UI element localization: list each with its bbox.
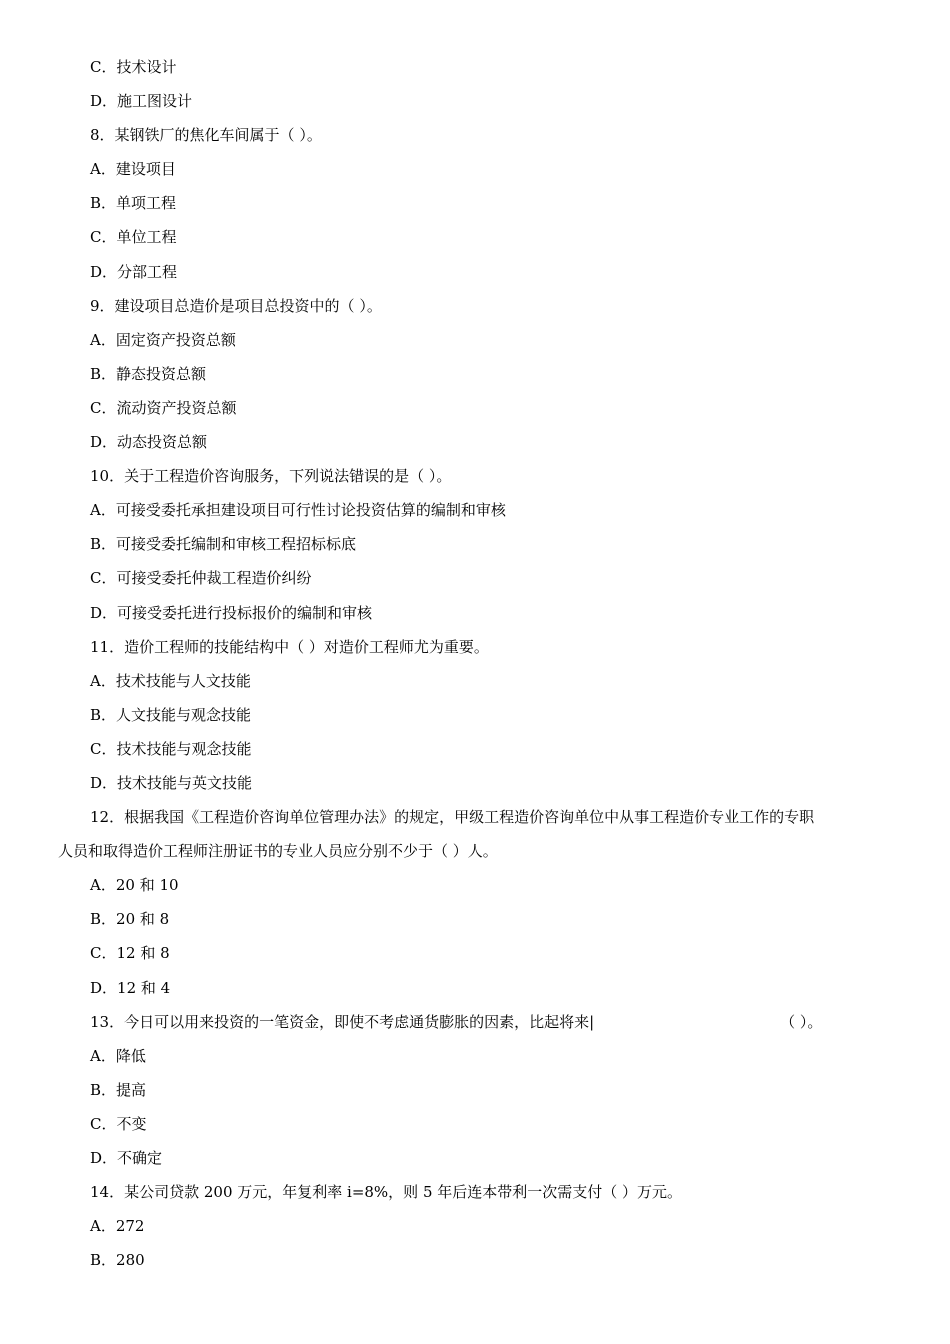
text-line <box>0 1039 950 1073</box>
text-line <box>0 561 950 595</box>
text-line <box>0 1073 950 1107</box>
line-text: 8．某钢铁厂的焦化车间属于（ ）。 <box>90 126 322 145</box>
line-text: B．280 <box>90 1251 145 1270</box>
line-text: D．分部工程 <box>90 262 178 281</box>
line-text: A．272 <box>90 1217 145 1236</box>
text-line <box>0 1005 950 1039</box>
line-text: 11．造价工程师的技能结构中（ ）对造价工程师尤为重要。 <box>90 637 489 656</box>
text-line <box>0 800 950 834</box>
text-line <box>0 186 950 220</box>
line-text: D．施工图设计 <box>90 92 193 111</box>
line-text: 13．今日可以用来投资的一笔资金，即使不考虑通货膨胀的因素，比起将来| <box>90 1012 595 1031</box>
text-line <box>0 868 950 902</box>
text-line <box>0 220 950 254</box>
text-line <box>0 118 950 152</box>
line-text: A．技术技能与人文技能 <box>90 671 251 690</box>
line-text: C．流动资产投资总额 <box>90 398 237 417</box>
line-text: B．静态投资总额 <box>90 364 207 383</box>
line-text: C．不变 <box>90 1114 147 1133</box>
text-line <box>0 152 950 186</box>
text-line <box>0 664 950 698</box>
line-text: C．可接受委托仲裁工程造价纠纷 <box>90 569 312 588</box>
line-text: A．降低 <box>90 1046 146 1065</box>
line-text: A．可接受委托承担建设项目可行性讨论投资估算的编制和审核 <box>90 501 506 520</box>
line-text: D．不确定 <box>90 1149 163 1167</box>
text-line <box>0 357 950 391</box>
text-line <box>0 1209 950 1243</box>
text-line <box>0 766 950 800</box>
text-line <box>0 391 950 425</box>
line-text: B．人文技能与观念技能 <box>90 705 252 724</box>
line-text: A．建设项目 <box>90 160 176 179</box>
text-line <box>0 255 950 289</box>
line-text: C．技术设计 <box>90 58 177 76</box>
line-text: 12．根据我国《工程造价咨询单位管理办法》的规定，甲级工程造价咨询单位中从事工程造价专业工作的专职 <box>90 808 815 827</box>
text-line <box>0 289 950 323</box>
line-text: 10．关于工程造价咨询服务，下列说法错误的是（ ）。 <box>90 467 452 486</box>
text-line <box>0 1243 950 1277</box>
text-line <box>0 527 950 561</box>
text-line <box>0 732 950 766</box>
text-line <box>0 630 950 664</box>
text-line <box>0 84 950 118</box>
line-text: 9．建设项目总造价是项目总投资中的（ ）。 <box>90 296 382 315</box>
line-text: B．单项工程 <box>90 194 177 213</box>
text-line <box>0 323 950 357</box>
line-text: B．提高 <box>90 1080 147 1099</box>
text-line <box>0 425 950 459</box>
line-text: D．可接受委托进行投标报价的编制和审核 <box>90 603 373 622</box>
line-text: B．可接受委托编制和审核工程招标标底 <box>90 535 357 554</box>
text-line <box>0 698 950 732</box>
line-text: 人员和取得造价工程师注册证书的专业人员应分别不少于（ ）人。 <box>58 842 498 861</box>
text-line <box>0 1141 950 1175</box>
text-line <box>0 1107 950 1141</box>
text-line <box>0 50 950 84</box>
line-tail: （ ）。 <box>780 1012 823 1031</box>
line-text: C．12 和 8 <box>90 944 170 963</box>
text-line <box>0 459 950 493</box>
text-line <box>0 971 950 1005</box>
line-text: B．20 和 8 <box>90 910 170 929</box>
text-line <box>0 596 950 630</box>
line-text: D．动态投资总额 <box>90 433 208 452</box>
document-page <box>0 50 950 1277</box>
line-text: C．技术技能与观念技能 <box>90 739 252 758</box>
line-text: D．技术技能与英文技能 <box>90 773 253 792</box>
line-text: D．12 和 4 <box>90 978 171 997</box>
line-text: 14．某公司贷款 200 万元，年复利率 i=8%，则 5 年后连本带利一次需支付（ ）万元。 <box>90 1183 683 1202</box>
text-line <box>0 1175 950 1209</box>
line-text: A．20 和 10 <box>90 876 179 895</box>
text-line <box>0 936 950 970</box>
text-line <box>0 834 950 868</box>
text-line <box>0 902 950 936</box>
text-line <box>0 493 950 527</box>
line-text: C．单位工程 <box>90 228 177 247</box>
line-text: A．固定资产投资总额 <box>90 330 236 349</box>
